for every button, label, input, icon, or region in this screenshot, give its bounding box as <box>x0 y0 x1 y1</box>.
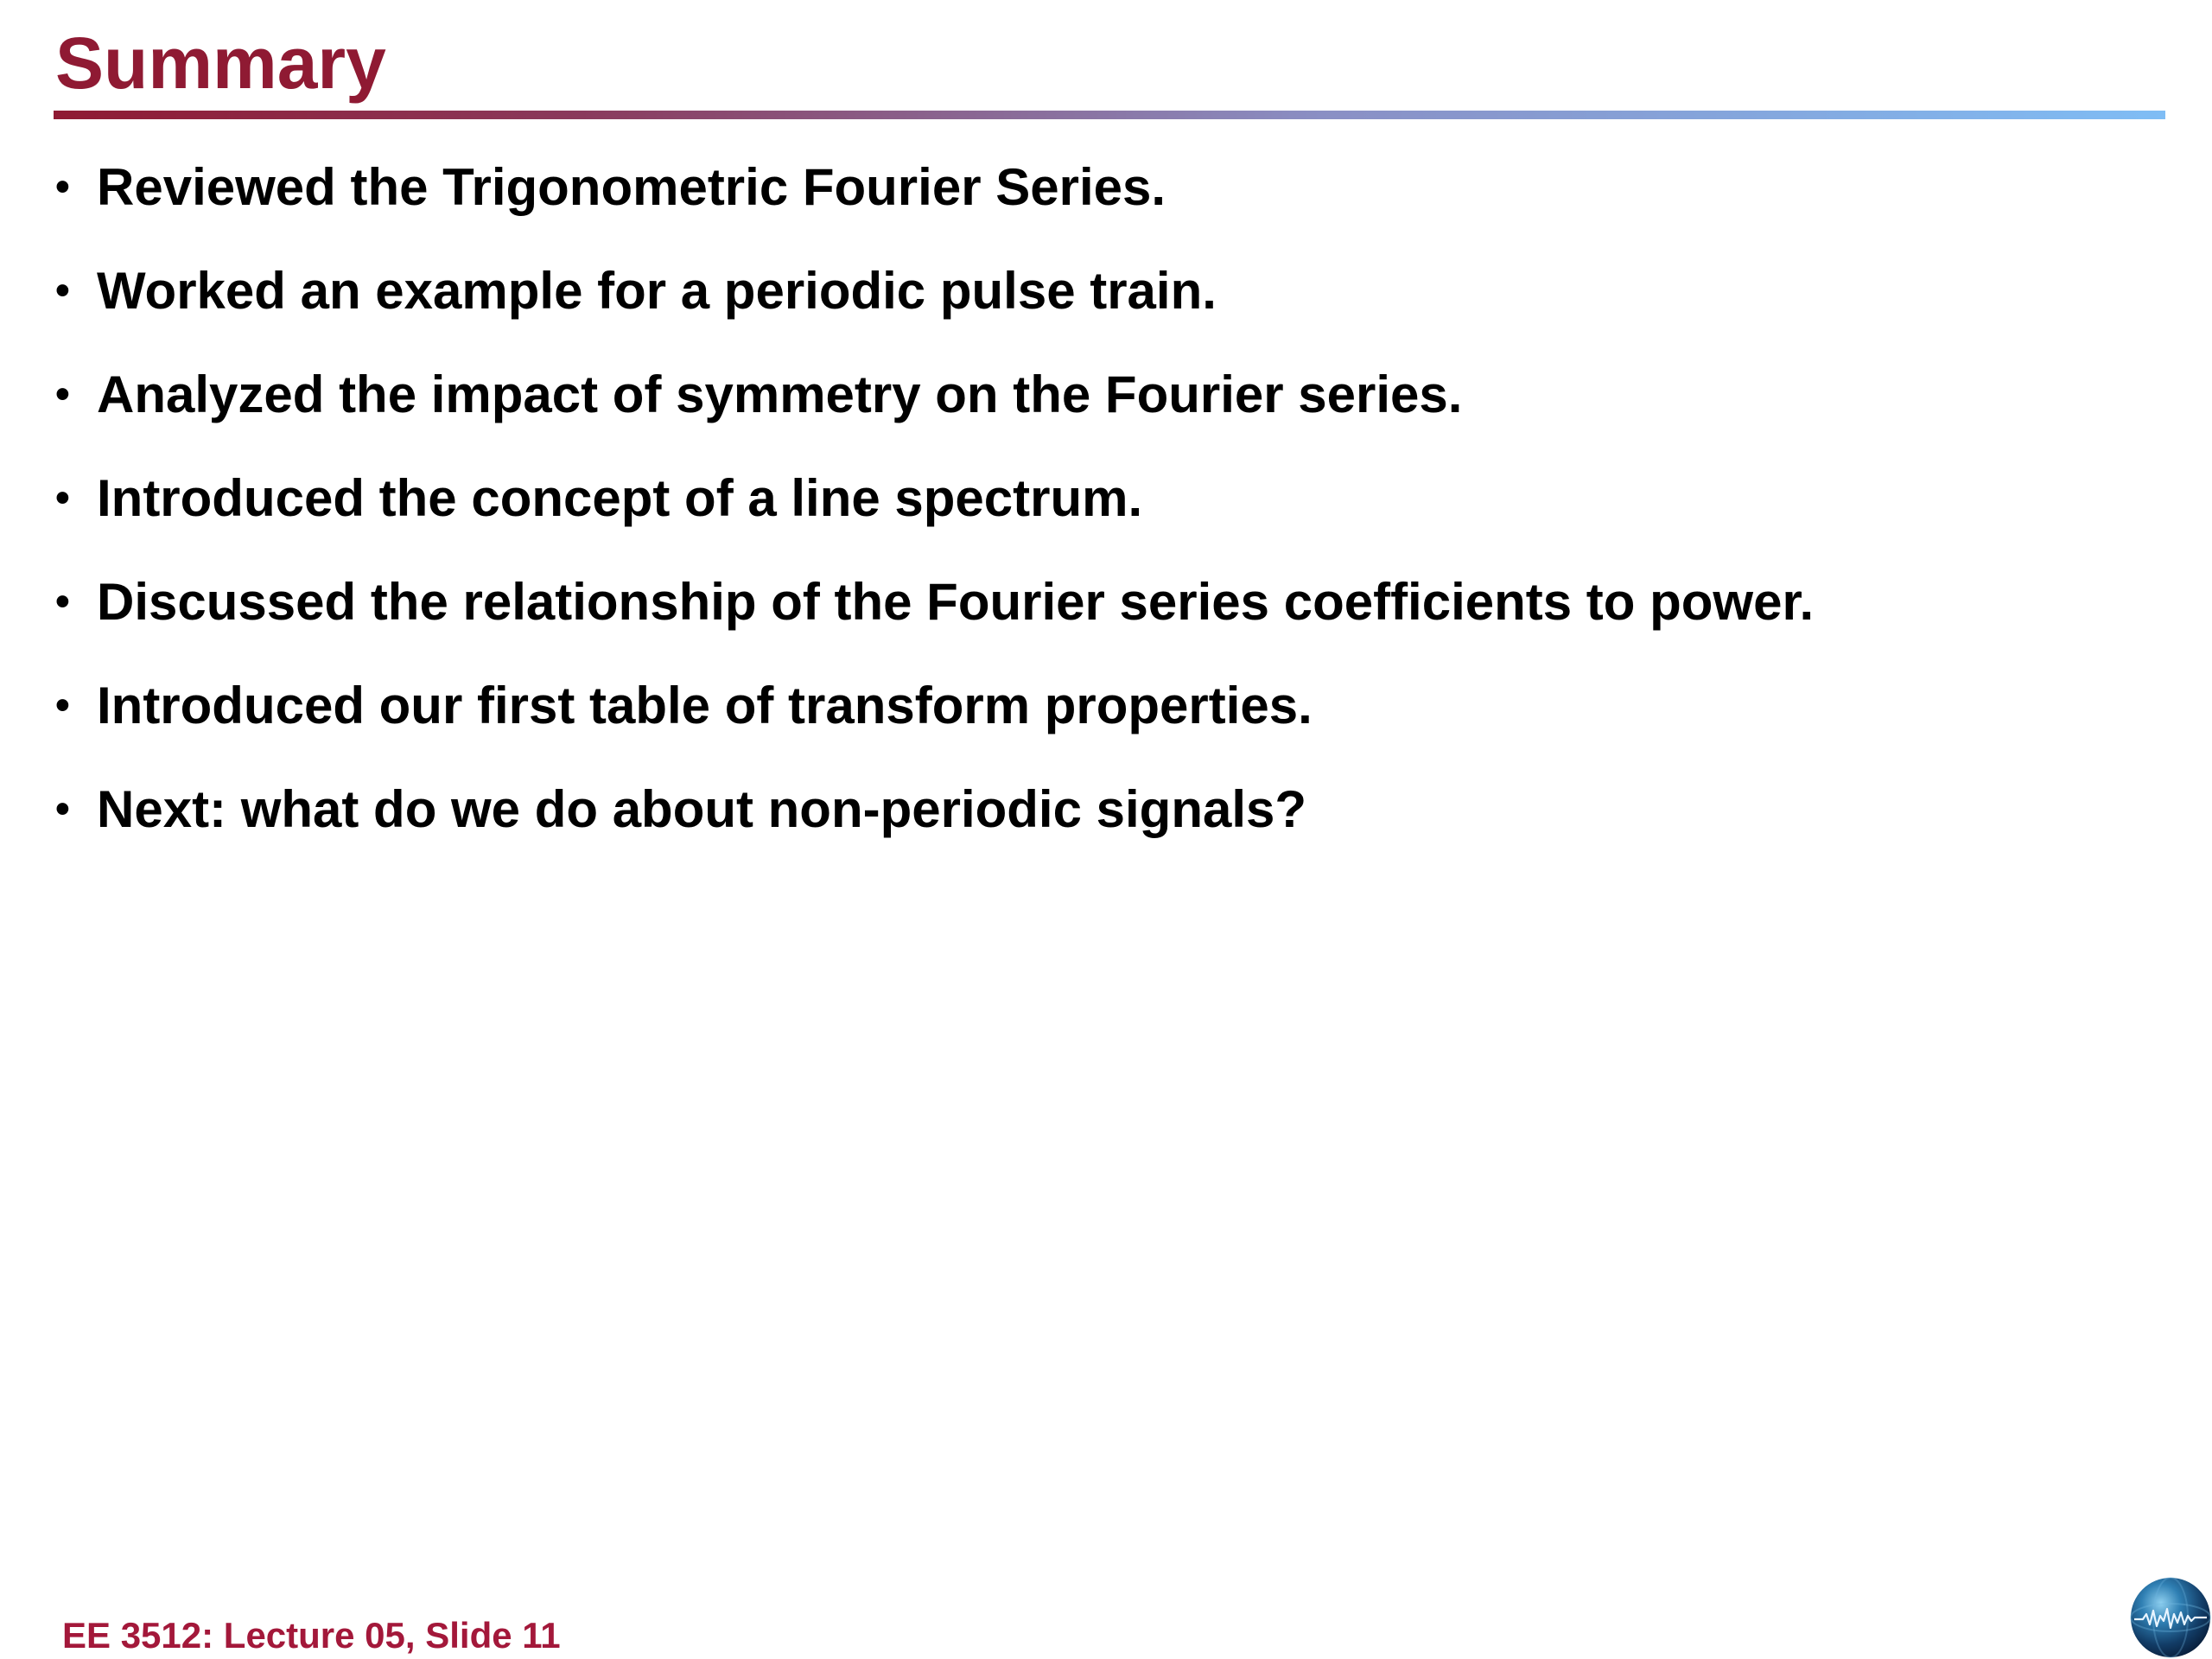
bullet-text: Introduced our first table of transform properties. <box>97 677 1313 734</box>
bullet-icon: • <box>55 268 70 314</box>
bullet-item <box>54 563 1814 667</box>
bullet-text: Analyzed the impact of symmetry on the Fourier series. <box>97 365 1463 423</box>
bullet-icon: • <box>55 579 70 625</box>
bullet-text: Reviewed the Trigonometric Fourier Series. <box>97 158 1166 216</box>
slide-title: Summary <box>55 22 386 104</box>
bullet-item <box>54 460 1814 563</box>
bullet-text: Introduced the concept of a line spectrum. <box>97 469 1143 527</box>
bullet-text: Discussed the relationship of the Fourier series coefficients to power. <box>97 573 1815 631</box>
bullet-icon: • <box>55 475 70 521</box>
bullet-item <box>54 667 1814 771</box>
bullet-icon: • <box>55 372 70 417</box>
bullet-icon: • <box>55 786 70 832</box>
bullet-item <box>54 356 1814 460</box>
bullet-text: Worked an example for a periodic pulse train. <box>97 262 1217 320</box>
bullet-list <box>54 149 1814 874</box>
bullet-icon: • <box>55 164 70 210</box>
bullet-item <box>54 149 1814 252</box>
globe-logo-icon <box>2129 1576 2212 1659</box>
bullet-text: Next: what do we do about non-periodic signals? <box>97 780 1307 838</box>
bullet-item <box>54 252 1814 356</box>
slide-footer: EE 3512: Lecture 05, Slide 11 <box>62 1615 561 1656</box>
bullet-icon: • <box>55 683 70 728</box>
title-underline <box>54 111 2165 119</box>
bullet-item <box>54 771 1814 874</box>
